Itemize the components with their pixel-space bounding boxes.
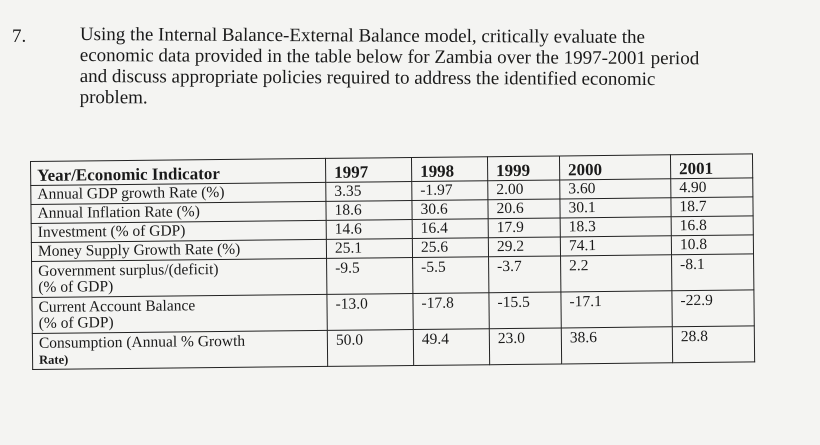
cell: -3.7 [489, 256, 561, 293]
cell: 30.1 [560, 198, 671, 218]
question-line: and discuss appropriate policies required to address the identified economic [79, 65, 656, 91]
year-header: 1997 [325, 158, 411, 183]
cell: 74.1 [560, 236, 671, 256]
cell: 25.1 [326, 239, 412, 259]
cell: -9.5 [327, 257, 413, 294]
year-header: 2001 [670, 154, 752, 179]
cell: 20.6 [488, 199, 560, 219]
cell: -15.5 [489, 292, 561, 329]
cell: 18.3 [560, 217, 671, 237]
cell: 49.4 [413, 329, 489, 366]
cell: 38.6 [561, 327, 672, 364]
cell: 16.4 [412, 219, 488, 239]
cell: -17.1 [561, 291, 672, 328]
economic-data-table-wrapper [30, 153, 755, 370]
cell: 50.0 [327, 329, 413, 366]
row-label-line: Consumption (Annual % Growth [38, 332, 246, 352]
question-line: problem. [79, 86, 148, 109]
cell: 28.8 [672, 326, 754, 363]
question-number: 7. [12, 26, 27, 47]
row-label-line: (% of GDP) [38, 278, 114, 296]
row-label: Annual Inflation Rate (%) [31, 201, 326, 223]
row-label: Investment (% of GDP) [31, 220, 326, 242]
year-header: 1998 [411, 157, 487, 182]
cell: 2.00 [488, 180, 560, 200]
question-text [80, 24, 780, 112]
cell: 4.90 [671, 178, 753, 198]
year-header: 1999 [487, 156, 559, 181]
cell: 17.9 [488, 218, 560, 238]
row-label-line: (% of GDP) [38, 314, 114, 332]
cell: -17.8 [413, 293, 489, 330]
row-label: Money Supply Growth Rate (%) [31, 239, 326, 261]
row-label [32, 330, 327, 369]
row-label-line: Government surplus/(deficit) [38, 261, 219, 280]
cell: 3.60 [560, 179, 671, 199]
cell: -22.9 [672, 290, 754, 327]
cell: 29.2 [488, 237, 560, 257]
row-label [32, 258, 327, 297]
cell: 18.7 [671, 197, 753, 217]
cell: -5.5 [413, 257, 489, 294]
cell: 10.8 [671, 235, 753, 255]
question-line: Using the Internal Balance-External Balance model, critically evaluate the [79, 24, 645, 48]
cell: 25.6 [412, 238, 488, 258]
row-label [32, 294, 327, 333]
header-label: Year/Economic Indicator [31, 158, 326, 185]
economic-data-table [30, 153, 755, 370]
table-row [32, 326, 754, 370]
question-line: economic data provided in the table below for Zambia over the 1997-2001 period [79, 44, 700, 70]
cell: -1.97 [412, 181, 488, 201]
cell: 16.8 [671, 216, 753, 236]
cell: -13.0 [327, 293, 413, 330]
cell: 14.6 [326, 220, 412, 240]
row-label-line: Rate) [39, 352, 69, 367]
cell: -8.1 [672, 254, 754, 291]
cell: 30.6 [412, 200, 488, 220]
cell: 2.2 [561, 255, 672, 292]
year-header: 2000 [559, 155, 670, 180]
row-label: Annual GDP growth Rate (%) [31, 182, 326, 204]
row-label-line: Current Account Balance [38, 297, 196, 316]
cell: 23.0 [489, 328, 561, 365]
cell: 18.6 [326, 201, 412, 221]
cell: 3.35 [326, 182, 412, 202]
